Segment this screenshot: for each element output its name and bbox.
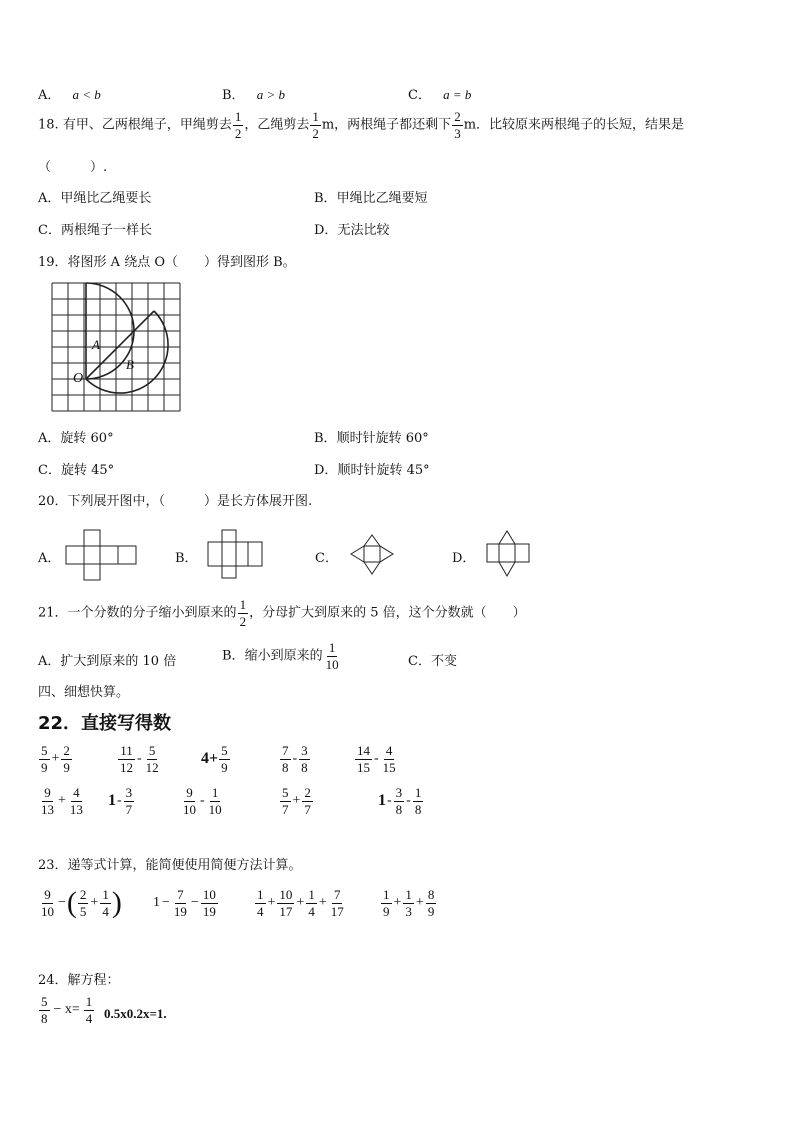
q17-option-a: A． a < b (38, 87, 101, 103)
q23-stem: 23．递等式计算，能简便使用简便方法计算。 (38, 858, 302, 873)
q19-option-b: B．顺时针旋转 60° (314, 431, 429, 446)
q20-net-a (64, 528, 140, 584)
q17-option-a-expr: a < b (72, 87, 101, 102)
q23-expr-3: $\frac{1}{4}$ + $\frac{10}{17}$ + $\frac{1}{4}$ + $\frac{7}{17}$ (257, 887, 344, 919)
q22-item-1: $\frac{5}{9}$ + $\frac{2}{9}$ (41, 743, 70, 775)
section-4-title: 四、细想快算。 (38, 685, 130, 700)
q21-frac: $\frac{1}{2}$ (239, 597, 247, 629)
q22-item-6: $\frac{9}{13}$ + $\frac{4}{13}$ (41, 785, 83, 817)
q19-label-a: A (92, 337, 100, 352)
q21-option-b: B．缩小到原来的 $\frac{1}{10}$ (222, 640, 339, 672)
q23-expr-2: 1 − $\frac{7}{19}$ − $\frac{10}{19}$ (153, 887, 216, 919)
q17-option-c-expr: a = b (443, 87, 472, 102)
q21-option-c: C．不变 (408, 654, 457, 669)
q18-option-a: A．甲绳比乙绳要长 (38, 191, 152, 206)
q19-label-b: B (126, 357, 134, 372)
q24-equation-2: 0.5x0.2x=1. (104, 1006, 167, 1021)
q22-item-7: 1- $\frac{3}{7}$ (108, 785, 133, 817)
q18-stem: 18. 有甲、乙两根绳子，甲绳剪去 $\frac{1}{2}$ ，乙绳剪去 $\frac{1}{2}$ m，两根绳子都还剩下 $\frac{2}{3}$ m．比较原来两根绳子的长短，结果是 (38, 109, 685, 141)
q17-option-b-expr: a > b (256, 87, 285, 102)
q22-item-4: $\frac{7}{8}$ - $\frac{3}{8}$ (282, 743, 308, 775)
q24-equation-1: $\frac{5}{8}$ − x= $\frac{1}{4}$ (41, 994, 93, 1026)
q19-option-c: C．旋转 45° (38, 463, 115, 478)
q21-option-a: A．扩大到原来的 10 倍 (38, 654, 177, 669)
q23-expr-1: $\frac{9}{10}$ −( $\frac{2}{5}$ + $\frac{1}{4}$ ) (41, 886, 122, 920)
q19-label-o: O (73, 371, 84, 386)
q21-stem: 21．一个分数的分子缩小到原来的 $\frac{1}{2}$ ，分母扩大到原来的 5 倍，这个分数就（ ） (38, 597, 526, 629)
q24-stem: 24．解方程： (38, 973, 120, 988)
q20-option-b-label: B． (175, 551, 198, 566)
q22-item-3: 4+ $\frac{5}{9}$ (201, 743, 228, 775)
q18-frac-2: $\frac{1}{2}$ (312, 109, 319, 141)
q22-item-9: $\frac{5}{7}$ + $\frac{2}{7}$ (282, 785, 311, 817)
q17-option-c: C． a = b (408, 87, 472, 103)
q21-option-b-frac: $\frac{1}{10}$ (325, 640, 339, 672)
q19-stem: 19．将图形 A 绕点 O（ ）得到图形 B。 (38, 255, 296, 270)
q18-option-c: C．两根绳子一样长 (38, 223, 152, 238)
q20-net-b (206, 528, 266, 584)
grid-lines (52, 283, 180, 411)
q20-option-d-label: D． (452, 551, 476, 566)
q19-option-d: D．顺时针旋转 45° (314, 463, 430, 478)
q17-option-b: B． a > b (222, 87, 285, 103)
q20-option-c-label: C． (315, 551, 338, 566)
q19-option-a: A．旋转 60° (38, 431, 114, 446)
q22-item-8: $\frac{9}{10}$ - $\frac{1}{10}$ (183, 785, 222, 817)
q18-stem-tail: （ ）. (38, 160, 108, 175)
q20-net-c (348, 532, 396, 578)
q23-expr-4: $\frac{1}{9}$ + $\frac{1}{3}$ + $\frac{8}{9}$ (383, 887, 435, 919)
q22-item-2: $\frac{11}{12}$ - $\frac{5}{12}$ (120, 743, 159, 775)
q18-option-b: B．甲绳比乙绳要短 (314, 191, 428, 206)
q18-frac-1: $\frac{1}{2}$ (234, 109, 242, 141)
q20-stem: 20．下列展开图中，（ ）是长方体展开图. (38, 494, 313, 509)
q20-net-d (484, 528, 534, 580)
q20-option-a-label: A． (38, 551, 61, 566)
q18-frac-3: $\frac{2}{3}$ (454, 109, 461, 141)
q18-option-d: D．无法比较 (314, 223, 390, 238)
q19-rotation-figure (50, 281, 184, 415)
q22-title: 22．直接写得数 (38, 713, 172, 734)
q22-item-5: $\frac{14}{15}$ - $\frac{4}{15}$ (357, 743, 396, 775)
q22-item-10: 1- $\frac{3}{8}$ - $\frac{1}{8}$ (378, 785, 422, 817)
